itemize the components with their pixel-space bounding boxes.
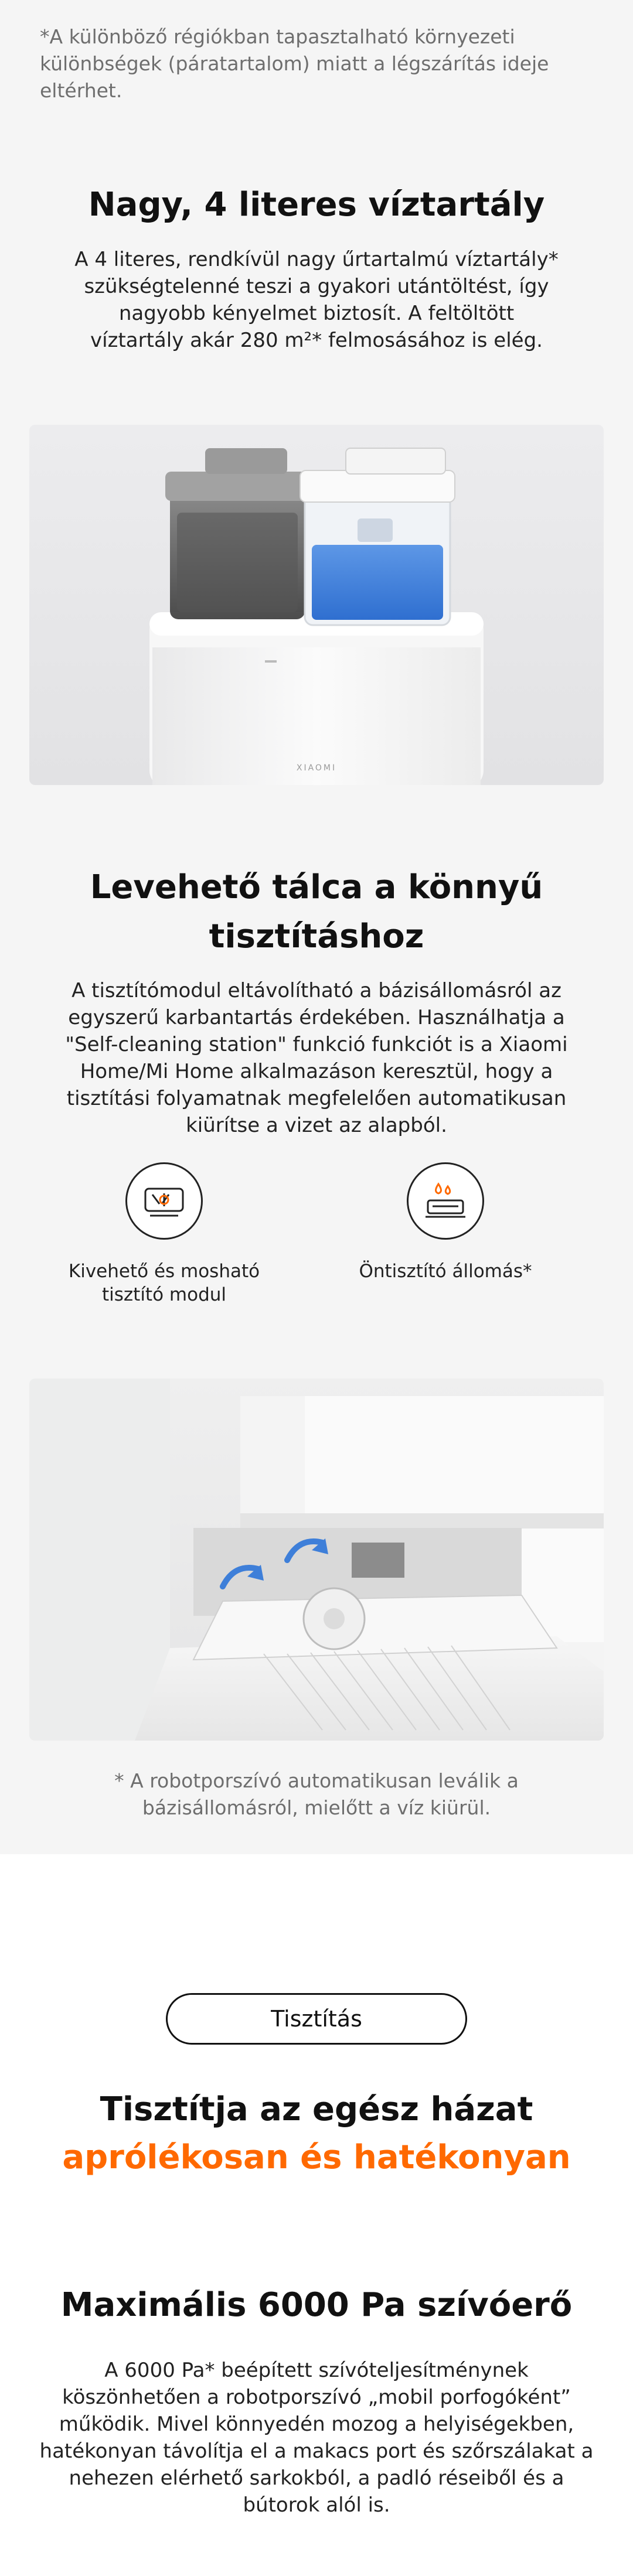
auto-detach-note: * A robotporszívó automatikusan leválik a bázisállomásról, mielőtt a víz kiürül.: [114, 1769, 519, 1819]
humidity-note: *A különböző régiókban tapasztalható környezeti különbségek (páratartalom) miatt a légszárítás ideje eltérhet.: [40, 25, 549, 102]
self-cleaning-station-icon: [407, 1162, 484, 1240]
feature-removable-module: [41, 1162, 287, 1306]
tray-description: A tisztítómodul eltávolítható a bázisállomásról az egyszerű karbantartás érdekében. Használhatja a "Self-cleaning station" funkció funkciót is a Xiaomi Home/Mi Home alkalmazáson keresztül, hogy a tisztítási folyamatnak megfelelően automatikusan kiürítse a vizet az alapból.: [65, 979, 568, 1137]
removable-tray-illustration: [29, 1379, 604, 1741]
feature-self-cleaning-station: [322, 1162, 569, 1283]
tab-cleaning[interactable]: Tisztítás: [166, 1993, 467, 2045]
xiaomi-logo-text: XIAOMI: [296, 763, 337, 773]
tray-title-line2: tisztításhoz: [209, 917, 424, 956]
dock-with-tanks-illustration: [29, 425, 604, 785]
cleaning-headline-line2: aprólékosan és hatékonyan: [62, 2138, 571, 2176]
cleaning-headline-line1: Tisztítja az egész házat: [100, 2090, 533, 2128]
water-tank-title: Nagy, 4 literes víztartály: [88, 186, 545, 224]
water-tank-description: A 4 literes, rendkívül nagy űrtartalmú víztartály* szükségtelenné teszi a gyakori utántöltést, így nagyobb kényelmet biztosít. A feltöltött víztartály akár 280 m²* felmosásához is elég.: [74, 248, 559, 352]
water-tank-image: [29, 425, 604, 785]
feature-icons-row: [0, 1162, 633, 1373]
suction-description: A 6000 Pa* beépített szívóteljesítménynek köszönhetően a robotporszívó „mobil porfogóként” működik. Mivel könnyedén mozog a helyiségekben, hatékonyan távolítja el a makacs port és szőrszálakat a nehezen elérhető sarkokból, a padló réseiből és a bútorok alól is.: [39, 2359, 594, 2517]
tray-title-line1: Levehető tálca a könnyű: [90, 868, 543, 906]
suction-title: Maximális 6000 Pa szívóerő: [60, 2286, 573, 2324]
feature-removable-module-label: Kivehető és mosható tisztító modul: [68, 1261, 260, 1305]
feature-self-cleaning-station-label: Öntisztító állomás*: [359, 1261, 532, 1282]
removable-module-icon: [125, 1162, 203, 1240]
tray-image: [29, 1379, 604, 1741]
